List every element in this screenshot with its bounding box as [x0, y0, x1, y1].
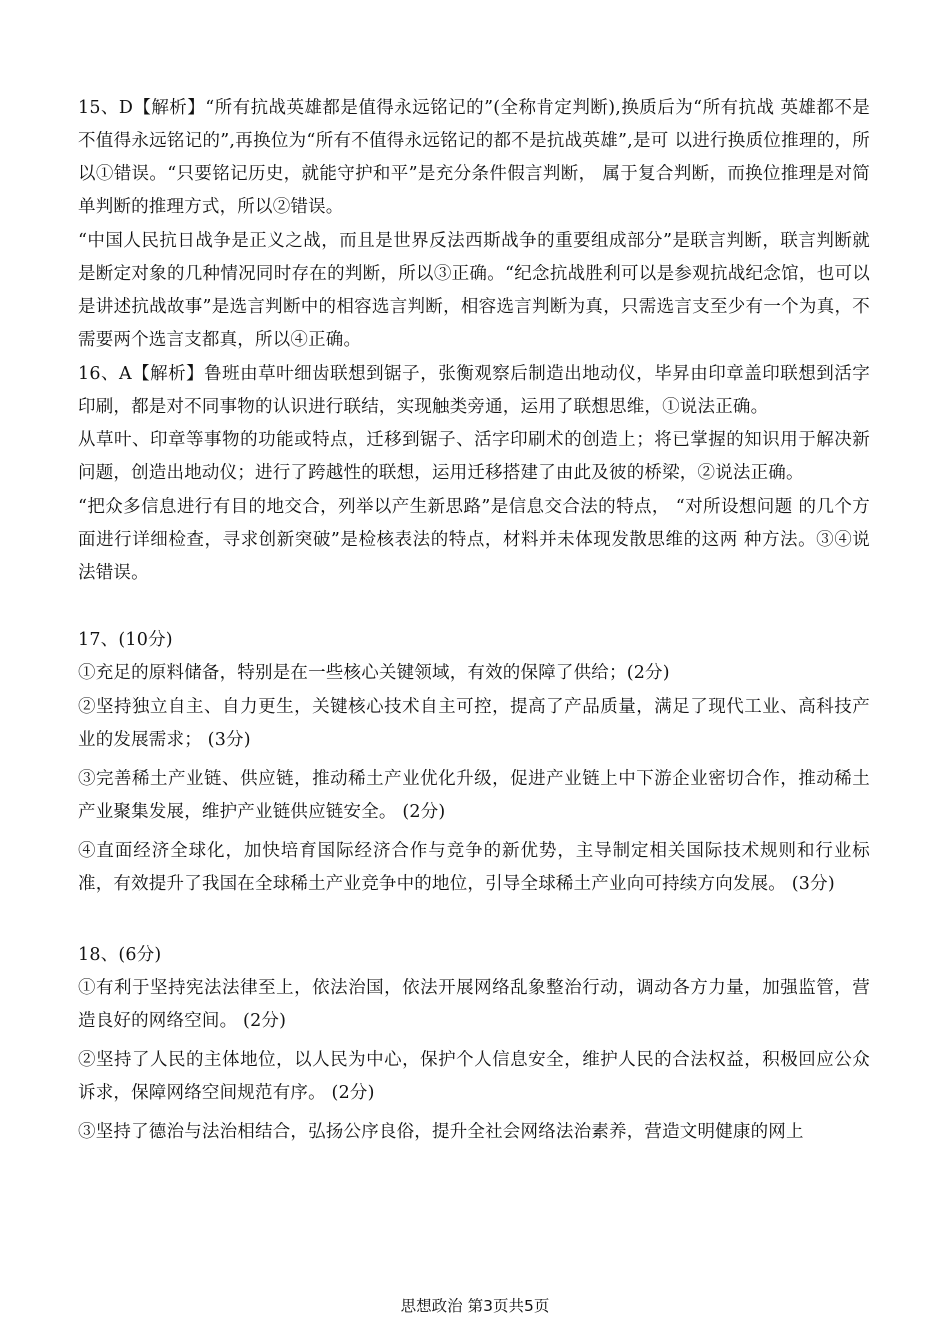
q18-answer-3: ③坚持了德治与法治相结合，弘扬公序良俗，提升全社会网络法治素养，营造文明健康的网上	[78, 1122, 804, 1142]
q18-title: 18、(6分)	[78, 945, 162, 965]
page-footer: 思想政治 第3页共5页	[400, 1297, 550, 1315]
q17-answer-2: ②坚持独立自主、自力更生，关键核心技术自主可控，提高了产品质量，满足了现代工业、高科技产业的发展需求； (3分)	[78, 697, 870, 750]
q17-answer-4: ④直面经济全球化，加快培育国际经济合作与竞争的新优势，主导制定相关国际技术规则和行业标准，有效提升了我国在全球稀土产业竞争中的地位，引导全球稀土产业向可持续方向发展。 (3分)	[78, 841, 870, 894]
q16-analysis-para-2: 从草叶、印章等事物的功能或特点，迁移到锯子、活字印刷术的创造上；将已掌握的知识用于解决新问题，创造出地动仪；进行了跨越性的联想，运用迁移搭建了由此及彼的桥梁，②说法正确。	[78, 430, 870, 483]
q15-analysis-para-1: 15、D【解析】“所有抗战英雄都是值得永远铭记的”(全称肯定判断),换质后为“所有抗战 英雄都不是不值得永远铭记的”,再换位为“所有不值得永远铭记的都不是抗战英雄”,是可 以进行换质位推理的，所以①错误。“只要铭记历史，就能守护和平”是充分条件假言判断， 属于复合判断，而换位推理是对简单判断的推理方式，所以②错误。	[78, 98, 870, 217]
q17-answer-3: ③完善稀土产业链、供应链，推动稀土产业优化升级，促进产业链上中下游企业密切合作，推动稀土产业聚集发展，维护产业链供应链安全。 (2分)	[78, 769, 870, 822]
q16-analysis-para-1: 16、A【解析】鲁班由草叶细齿联想到锯子，张衡观察后制造出地动仪，毕昇由印章盖印联想到活字印刷，都是对不同事物的认识进行联结，实现触类旁通，运用了联想思维，①说法正确。	[78, 364, 870, 417]
q16-analysis-para-3: “把众多信息进行有目的地交合，列举以产生新思路”是信息交合法的特点， “对所设想问题 的几个方面进行详细检查，寻求创新突破”是检核表法的特点，材料并未体现发散思维的这两 种方法。③④说法错误。	[78, 497, 870, 583]
q18-answer-2: ②坚持了人民的主体地位，以人民为中心，保护个人信息安全，维护人民的合法权益，积极回应公众诉求，保障网络空间规范有序。 (2分)	[78, 1050, 870, 1103]
q18-answer-1: ①有利于坚持宪法法律至上，依法治国，依法开展网络乱象整治行动，调动各方力量，加强监管，营造良好的网络空间。 (2分)	[78, 978, 870, 1031]
q17-title: 17、(10分)	[78, 630, 173, 650]
answer-content	[78, 92, 870, 1149]
q15-analysis-para-2: “中国人民抗日战争是正义之战，而且是世界反法西斯战争的重要组成部分”是联言判断，联言判断就是断定对象的几种情况同时存在的判断，所以③正确。“纪念抗战胜利可以是参观抗战纪念馆，也可以是讲述抗战故事”是选言判断中的相容选言判断，相容选言判断为真，只需选言支至少有一个为真，不需要两个选言支都真，所以④正确。	[78, 231, 870, 350]
q17-answer-1: ①充足的原料储备，特别是在一些核心关键领域，有效的保障了供给；(2分)	[78, 663, 670, 683]
